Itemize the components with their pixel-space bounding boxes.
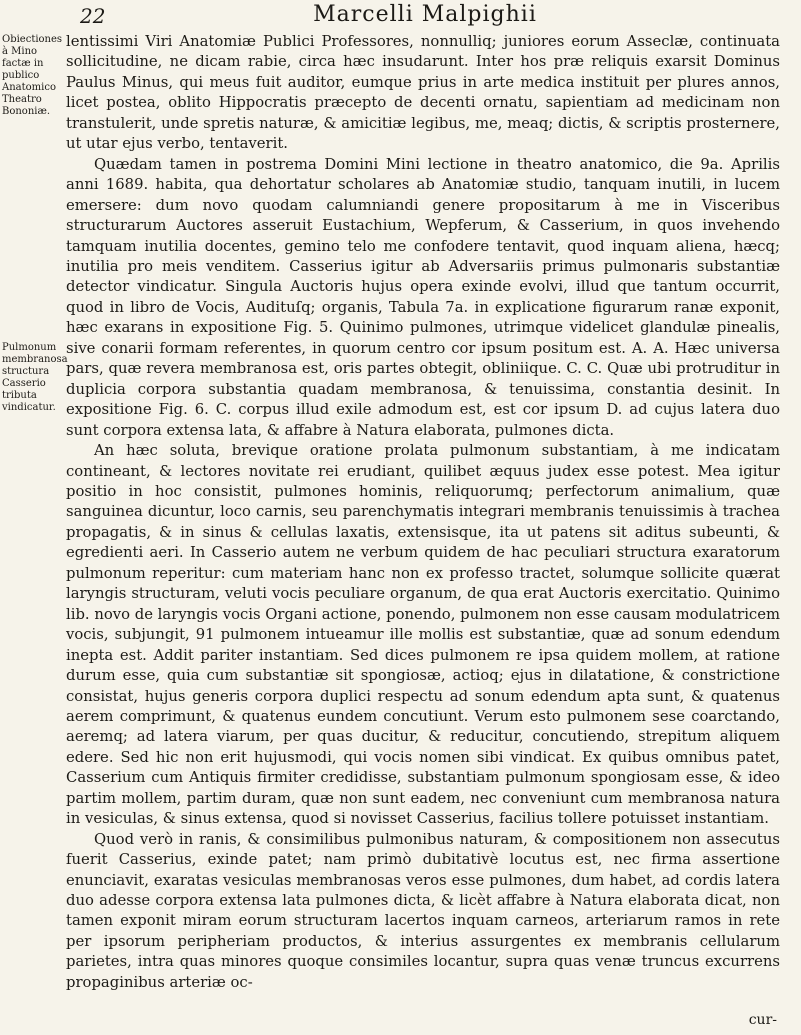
page-header [80,2,770,28]
main-text [66,32,780,993]
paragraph-4: Quod verò in ranis, & consimilibus pulmonibus naturam, & compositionem non assecutus fuerit Casserius, exinde patet; nam primò dubitativè locutus est, nec firma assertione enunciavit, exaratas vesiculas membranosas veros esse pulmones, dum habet, ad cordis latera duo adesse corpora extensa lata pulmones dicta, & licèt affabre à Natura elaborata dicat, non tamen exponit miram eorum structuram lacertos inquam carneos, arteriarum ramos in rete per ipsorum peripheriam productos, & interius assurgentes ex membranis cellularum parietes, intra quas minores quoque consimiles locantur, supra quas venæ truncus excurrens propaginibus arteriæ oc- [66,830,780,991]
margin-note-lung-structure: Pulmonum membranosa structura Casserio tributa vindicatur. [2,342,68,413]
running-title: Marcelli Malpighii [313,2,537,27]
paragraph-2: Quædam tamen in postrema Domini Mini lectione in theatro anatomico, die 9a. Aprilis anni 1689. habita, qua dehortatur scholares ab Anatomiæ studio, tanquam inutili, in lucem emersere: dum novo quodam calumniandi genere propositarum à me in Visceribus structurarum Auctores asseruit Eustachium, Wepferum, & Casserium, in quos invehendo tamquam inutilia docentes, gemino telo me confodere tentavit, quod inquam aliena, hæcq; inutilia pro meis venditem. Casserius igitur ab Adversariis primus pulmonaris substantiæ detector vindicatur. Singula Auctoris hujus opera exinde evolvi, illud que tantum occurrit, quod in libro de Vocis, Audituſq; organis, Tabula 7a. in explicatione figurarum ranæ exponit, hæc exarans in expositione Fig. 5. Quinimo pulmones, utrimque videlicet glandulæ pinealis, sive conarii formam referentes, in quorum centro cor ipsum positum est. A. A. Hæc universa pars, quæ revera membranosa est, oris partes obtegit, obliniique. C. C. Quæ ubi protruditur in duplicia corpora substantia quadam membranosa, & tenuissima, constantia desinit. In expositione Fig. 6. C. corpus illud exile admodum est, est cor ipsum D. ad cujus latera duo sunt corpora extensa lata, & affabre à Natura elaborata, pulmones dicta. [66,155,780,439]
margin-note-objections: Obiectiones à Mino factæ in publico Anatomico Theatro Bononiæ. [2,34,63,117]
catchword: cur- [748,1012,777,1028]
paragraph-3: An hæc soluta, brevique oratione prolata pulmonum substantiam, à me indicatam contineant, & lectores novitate rei erudiant, quilibet æquus judex esse potest. Mea igitur positio in hoc consistit, pulmones hominis, reliquorumq; perfectorum animalium, quæ sanguinea dicuntur, loco carnis, seu parenchymatis integrari membranis tenuissimis à trachea propagatis, & in sinus & cellulas laxatis, extensisque, ita ut patens sit aditus subeunti, & egredienti aeri. In Casserio autem ne verbum quidem de hac peculiari structura exaratorum pulmonum reperitur: cum materiam hanc non ex professo tractet, solumque sollicite quærat laryngis structuram, veluti vocis peculiare organum, de qua erat Auctoris exercitatio. Quinimo lib. novo de laryngis vocis Organi actione, ponendo, pulmonem non esse causam modulatricem vocis, subjungit, 91 pulmonem intueamur ille mollis est substantiæ, quæ ad sonum edendum inepta est. Addit pariter instantiam. Sed dices pulmonem re ipsa quidem mollem, at ratione durum esse, quia cum substantiæ sit spongiosæ, actioq; ejus in dilatatione, & constrictione consistat, hujus generis corpora duplici respectu ad sonum edendum apta sunt, & quatenus aerem comprimunt, & quatenus eundem concutiunt. Verum esto pulmonem sese coarctando, aeremq; ad latera viarum, per quas ducitur, & reducitur, concutiendo, strepitum aliquem edere. Sed hic non erit hujusmodi, qui vocis nomen sibi vindicat. Ex quibus omnibus patet, Casserium cum Antiquis firmiter credidisse, substantiam pulmonum spongiosam esse, & ideo partim mollem, partim duram, quæ non sunt eadem, nec conveniunt cum membranosa natura in vesiculas, & sinus extensa, quod si novisset Casserius, facilius tollere potuisset instantiam. [66,442,781,828]
page-number: 22 [80,4,106,28]
paragraph-1: lentissimi Viri Anatomiæ Publici Professores, nonnulliq; juniores eorum Asseclæ, continuata sollicitudine, ne dicam rabie, circa hæc insudarunt. Inter hos præ reliquis exarsit Dominus Paulus Minus, qui meus fuit auditor, eumque prius in arte medica instituit per plures annos, licet postea, oblito Hippocratis præcepto de decenti ornatu, sapientiam ad medicinam non transtulerit, unde spretis naturæ, & amicitiæ legibus, me, meaq; dictis, & scriptis prosternere, ut utar ejus verbo, tentaverit. [66,33,780,153]
